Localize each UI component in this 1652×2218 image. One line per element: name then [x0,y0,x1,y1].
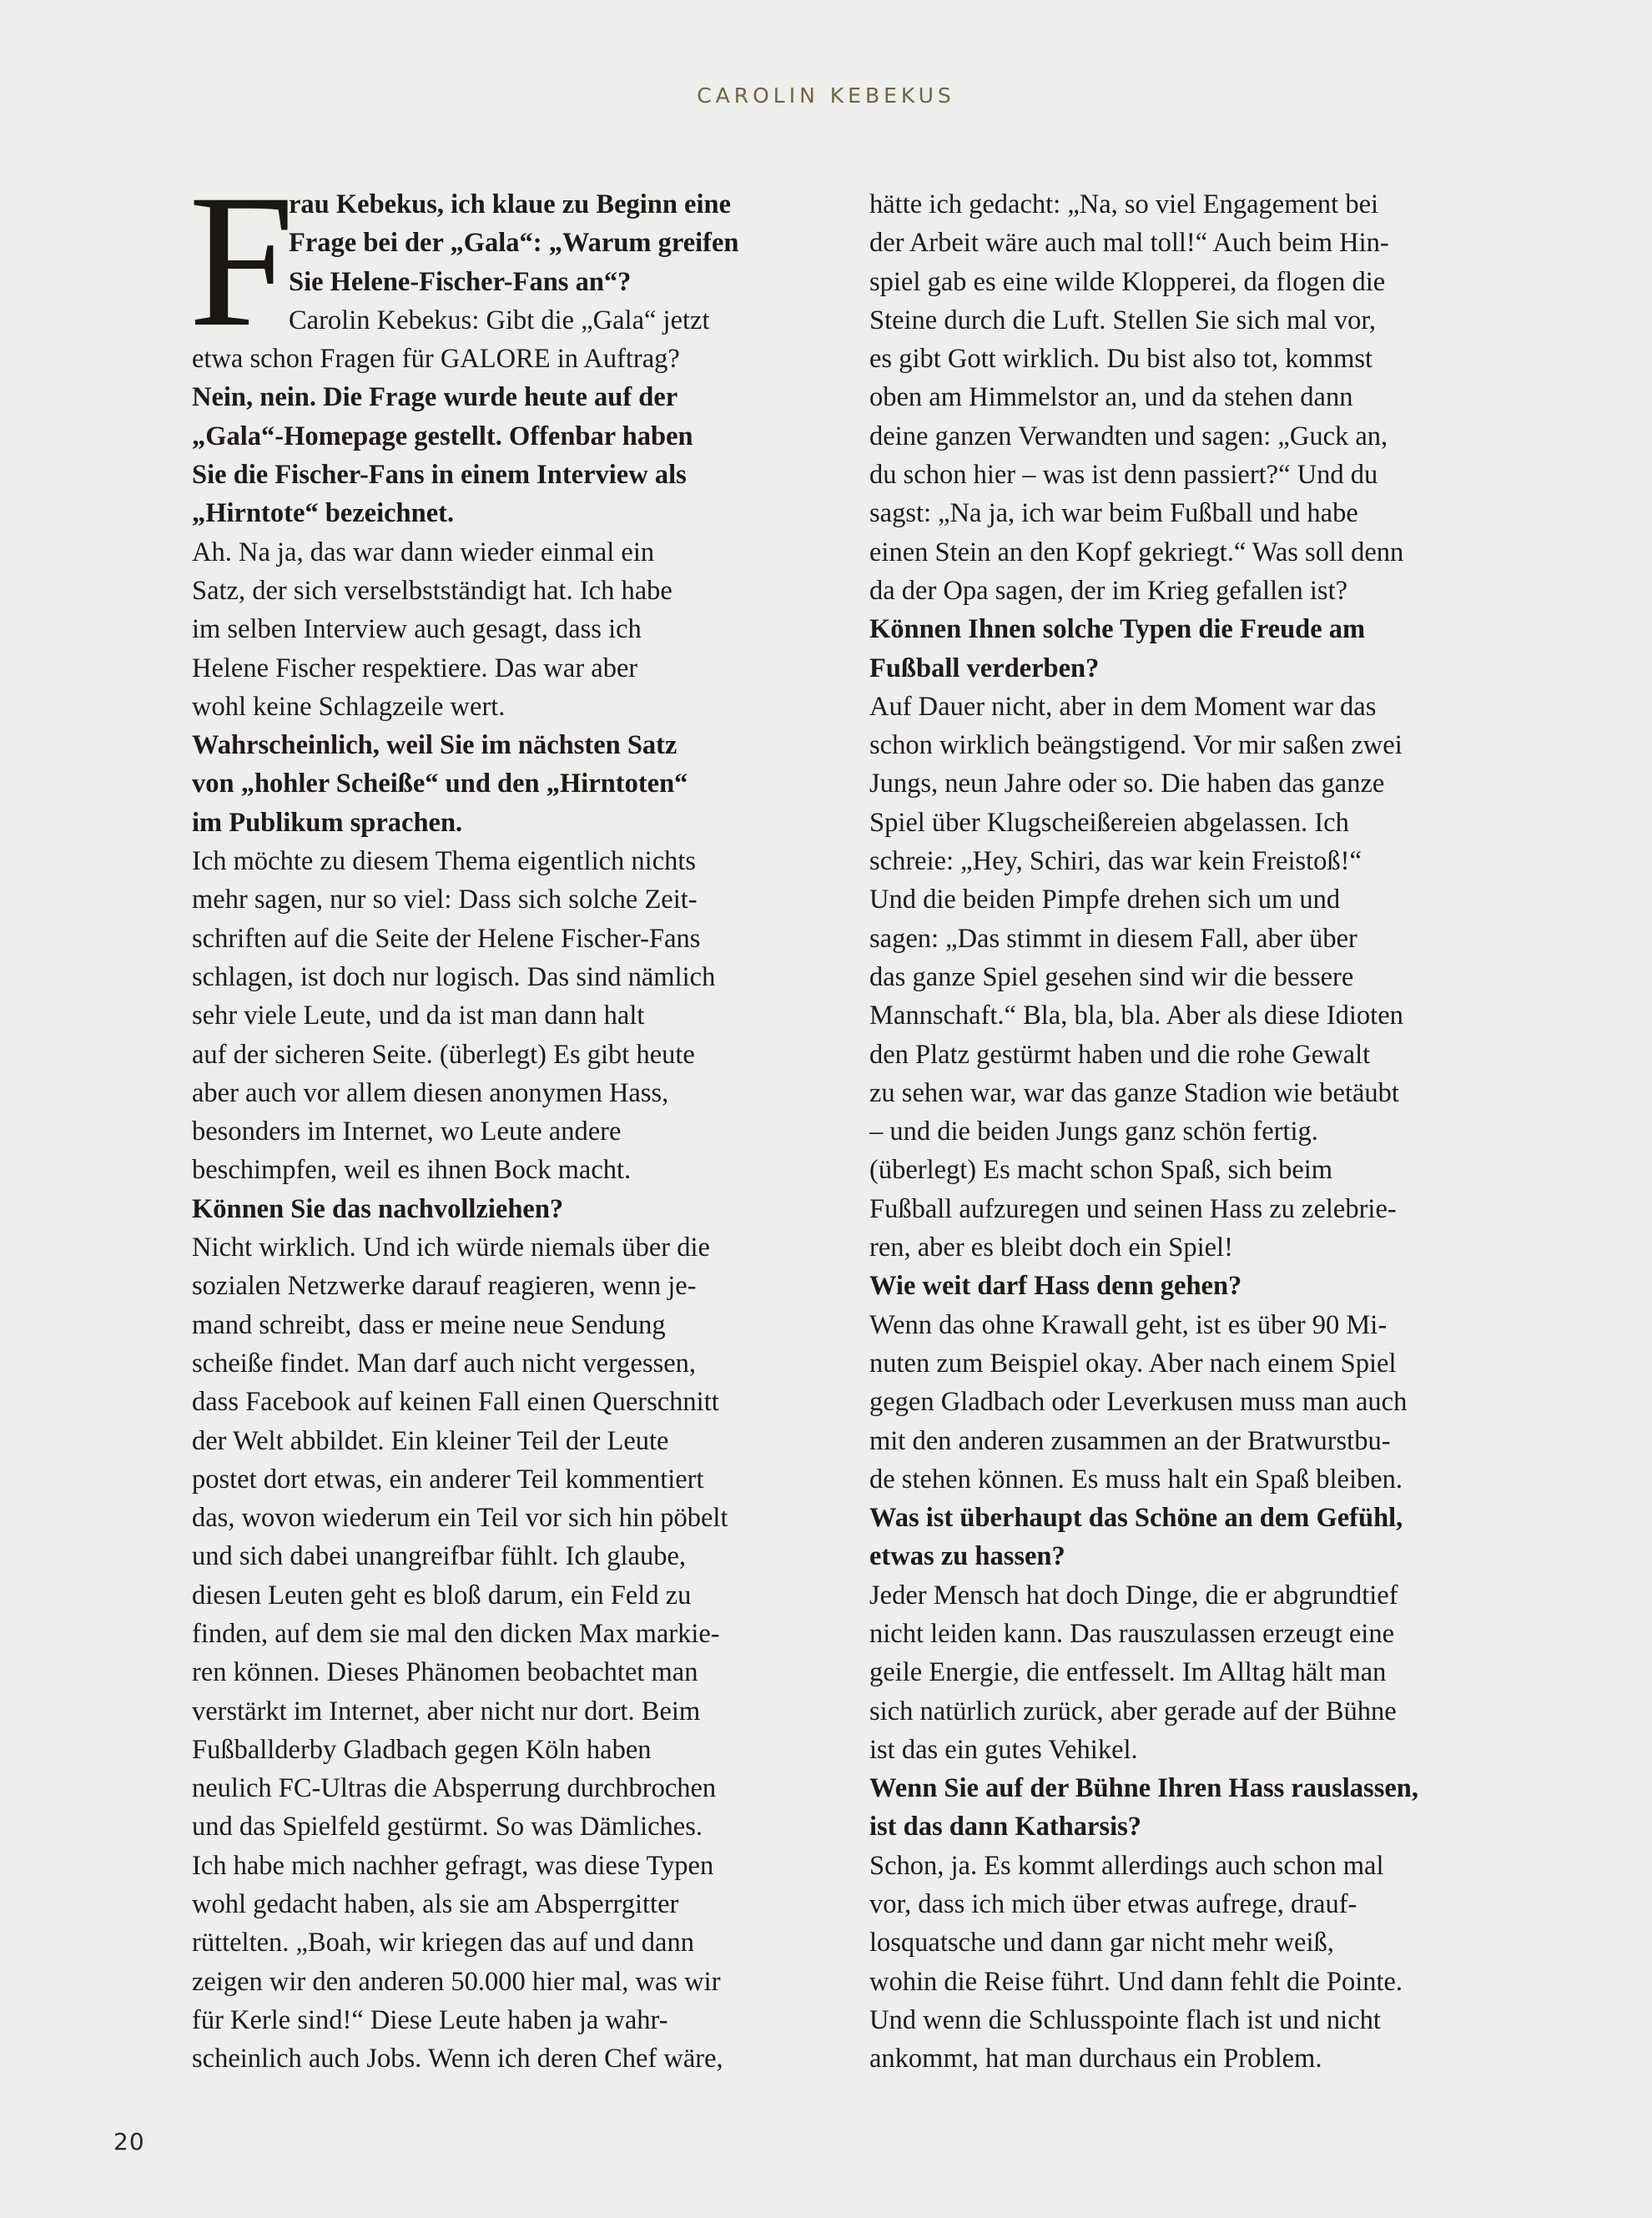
answer-line: und sich dabei unangreifbar fühlt. Ich glaube, [192,1541,687,1572]
answer-line: vor, dass ich mich über etwas aufrege, drauf- [869,1889,1357,1920]
question-line: „Gala“-Homepage gestellt. Offenbar haben [192,421,693,451]
answer-line: ren, aber es bleibt doch ein Spiel! [869,1233,1233,1263]
answer-line: Jungs, neun Jahre oder so. Die haben das ganze [869,769,1385,799]
answer-line: hätte ich gedacht: „Na, so viel Engagement bei [869,189,1379,219]
answer-line: und das Spielfeld gestürmt. So was Dämliches. [192,1812,703,1842]
answer-line: etwa schon Fragen für GALORE in Auftrag? [192,344,680,375]
answer-line: sozialen Netzwerke darauf reagieren, wenn je- [192,1271,697,1302]
answer-line: mand schreibt, dass er meine neue Sendung [192,1309,666,1340]
answer-line: Ich habe mich nachher gefragt, was diese Typen [192,1850,714,1881]
question-line: von „hohler Scheiße“ und den „Hirntoten“ [192,769,688,799]
answer-line: der Arbeit wäre auch mal toll!“ Auch beim Hin- [869,228,1389,259]
answer-line: schon wirklich beängstigend. Vor mir saßen zwei [869,730,1403,761]
question-line: Was ist überhaupt das Schöne an dem Gefühl, [869,1503,1403,1534]
answer-line: zu sehen war, war das ganze Stadion wie betäubt [869,1077,1399,1108]
answer-line: ankommt, hat man durchaus ein Problem. [869,2044,1322,2074]
answer-line: auf der sicheren Seite. (überlegt) Es gibt heute [192,1039,695,1070]
answer-line: Und wenn die Schlusspointe flach ist und nicht [869,2004,1381,2035]
answer-line: sich natürlich zurück, aber gerade auf der Bühne [869,1696,1397,1727]
question-line: Wie weit darf Hass denn gehen? [869,1271,1242,1302]
answer-line: Spiel über Klugscheißereien abgelassen. Ich [869,807,1349,838]
question-line: Nein, nein. Die Frage wurde heute auf der [192,382,678,413]
answer-line: Nicht wirklich. Und ich würde niemals über die [192,1233,710,1263]
drop-cap-lines [289,185,738,340]
answer-line: rüttelten. „Boah, wir kriegen das auf und dann [192,1928,694,1958]
question-line: Können Sie das nachvollziehen? [192,1193,564,1224]
drop-cap: F [189,156,295,366]
left-column [189,156,826,2079]
answer-line: das ganze Spiel gesehen sind wir die bessere [869,961,1354,992]
answer-line: besonders im Internet, wo Leute andere [192,1117,622,1147]
answer-line: mehr sagen, nur so viel: Dass sich solche Zeit- [192,885,698,915]
answer-line: wohl gedacht haben, als sie am Absperrgitter [192,1889,679,1920]
answer-line: sehr viele Leute, und da ist man dann halt [192,1001,645,1031]
question-line: etwas zu hassen? [869,1541,1065,1572]
answer-line: im selben Interview auch gesagt, dass ich [192,614,642,645]
question-line: Wenn Sie auf der Bühne Ihren Hass rauslassen, [869,1773,1418,1804]
answer-line: es gibt Gott wirklich. Du bist also tot, kommst [869,344,1373,375]
answer-line: das, wovon wiederum ein Teil vor sich hin pöbelt [192,1503,728,1534]
answer-line: scheinlich auch Jobs. Wenn ich deren Chef wäre, [192,2044,723,2074]
answer-line: du schon hier – was ist denn passiert?“ Und du [869,460,1378,491]
question-line: Wahrscheinlich, weil Sie im nächsten Satz [192,730,677,761]
question-line: Sie Helene-Fischer-Fans an“? [289,266,632,297]
answer-line: (überlegt) Es macht schon Spaß, sich beim [869,1155,1333,1186]
answer-line: der Welt abbildet. Ein kleiner Teil der Leute [192,1425,669,1456]
answer-line: Helene Fischer respektiere. Das war aber [192,653,638,683]
answer-line: dass Facebook auf keinen Fall einen Querschnitt [192,1387,719,1418]
answer-line: für Kerle sind!“ Diese Leute haben ja wahr- [192,2004,668,2035]
answer-line: postet dort etwas, ein anderer Teil kommentiert [192,1464,704,1495]
answer-line: diesen Leuten geht es bloß darum, ein Feld zu [192,1580,692,1611]
answer-line: Und die beiden Pimpfe drehen sich um und [869,885,1341,915]
running-head: CAROLIN KEBEKUS [697,83,955,108]
answer-line: Fußballderby Gladbach gegen Köln haben [192,1734,652,1765]
answer-line: aber auch vor allem diesen anonymen Hass, [192,1077,669,1108]
answer-line: de stehen können. Es muss halt ein Spaß bleiben. [869,1464,1403,1495]
answer-line: Schon, ja. Es kommt allerdings auch schon mal [869,1850,1384,1881]
answer-line: gegen Gladbach oder Leverkusen muss man auch [869,1387,1408,1418]
answer-line: sagst: „Na ja, ich war beim Fußball und habe [869,498,1358,529]
answer-line: – und die beiden Jungs ganz schön fertig. [869,1117,1318,1147]
answer-line: ren können. Dieses Phänomen beobachtet man [192,1657,698,1688]
page-number: 20 [113,2128,145,2155]
right-column-text [869,185,1503,2079]
question-line: im Publikum sprachen. [192,807,463,838]
answer-line: geile Energie, die entfesselt. Im Alltag hält man [869,1657,1387,1688]
answer-line: losquatsche und dann gar nicht mehr weiß, [869,1928,1334,1958]
answer-line: sagen: „Das stimmt in diesem Fall, aber über [869,923,1357,954]
answer-line: wohl keine Schlagzeile wert. [192,691,506,722]
answer-line: schreie: „Hey, Schiri, das war kein Freistoß!“ [869,846,1362,877]
question-line: Fußball verderben? [869,653,1100,683]
question-line: Frage bei der „Gala“: „Warum greifen [289,228,739,259]
answer-line: Ich möchte zu diesem Thema eigentlich nichts [192,846,697,877]
answer-line: Carolin Kebekus: Gibt die „Gala“ jetzt [289,305,710,335]
question-line: „Hirntote“ bezeichnet. [192,498,455,529]
answer-line: Steine durch die Luft. Stellen Sie sich mal vor, [869,305,1377,335]
answer-line: Mannschaft.“ Bla, bla, bla. Aber als diese Idioten [869,1001,1403,1031]
answer-line: schriften auf die Seite der Helene Fischer-Fans [192,923,701,954]
answer-line: finden, auf dem sie mal den dicken Max markie- [192,1618,720,1649]
answer-line: Jeder Mensch hat doch Dinge, die er abgrundtief [869,1580,1398,1611]
answer-line: neulich FC-Ultras die Absperrung durchbrochen [192,1773,717,1804]
answer-line: schlagen, ist doch nur logisch. Das sind nämlich [192,961,716,992]
answer-line: Wenn das ohne Krawall geht, ist es über 90 Mi- [869,1309,1388,1340]
question-line: ist das dann Katharsis? [869,1812,1141,1842]
question-line: Sie die Fischer-Fans in einem Interview als [192,460,687,491]
right-column [869,185,1503,2079]
answer-line: den Platz gestürmt haben und die rohe Gewalt [869,1039,1371,1070]
answer-line: Auf Dauer nicht, aber in dem Moment war das [869,691,1377,722]
answer-line: deine ganzen Verwandten und sagen: „Guck an, [869,421,1388,451]
answer-line: nuten zum Beispiel okay. Aber nach einem Spiel [869,1348,1397,1379]
answer-line: einen Stein an den Kopf gekriegt.“ Was soll denn [869,537,1404,567]
answer-line: scheiße findet. Man darf auch nicht vergessen, [192,1348,697,1379]
answer-line: mit den anderen zusammen an der Bratwurstbu- [869,1425,1391,1456]
answer-line: beschimpfen, weil es ihnen Bock macht. [192,1155,632,1186]
answer-line: nicht leiden kann. Das rauszulassen erzeugt eine [869,1618,1394,1649]
answer-line: Ah. Na ja, das war dann wieder einmal ein [192,537,655,567]
answer-line: zeigen wir den anderen 50.000 hier mal, was wir [192,1966,721,1997]
question-line: rau Kebekus, ich klaue zu Beginn eine [289,189,731,219]
answer-line: Fußball aufzuregen und seinen Hass zu zelebrie- [869,1193,1397,1224]
answer-line: oben am Himmelstor an, und da stehen dann [869,382,1353,413]
answer-line: wohin die Reise führt. Und dann fehlt die Pointe. [869,1966,1403,1997]
answer-line: ist das ein gutes Vehikel. [869,1734,1138,1765]
answer-line: verstärkt im Internet, aber nicht nur dort. Beim [192,1696,701,1727]
left-column-text [192,340,826,2078]
answer-line: spiel gab es eine wilde Klopperei, da flogen die [869,266,1386,297]
question-line: Können Ihnen solche Typen die Freude am [869,614,1366,645]
answer-line: da der Opa sagen, der im Krieg gefallen ist? [869,575,1348,606]
answer-line: Satz, der sich verselbstständigt hat. Ich habe [192,575,672,606]
